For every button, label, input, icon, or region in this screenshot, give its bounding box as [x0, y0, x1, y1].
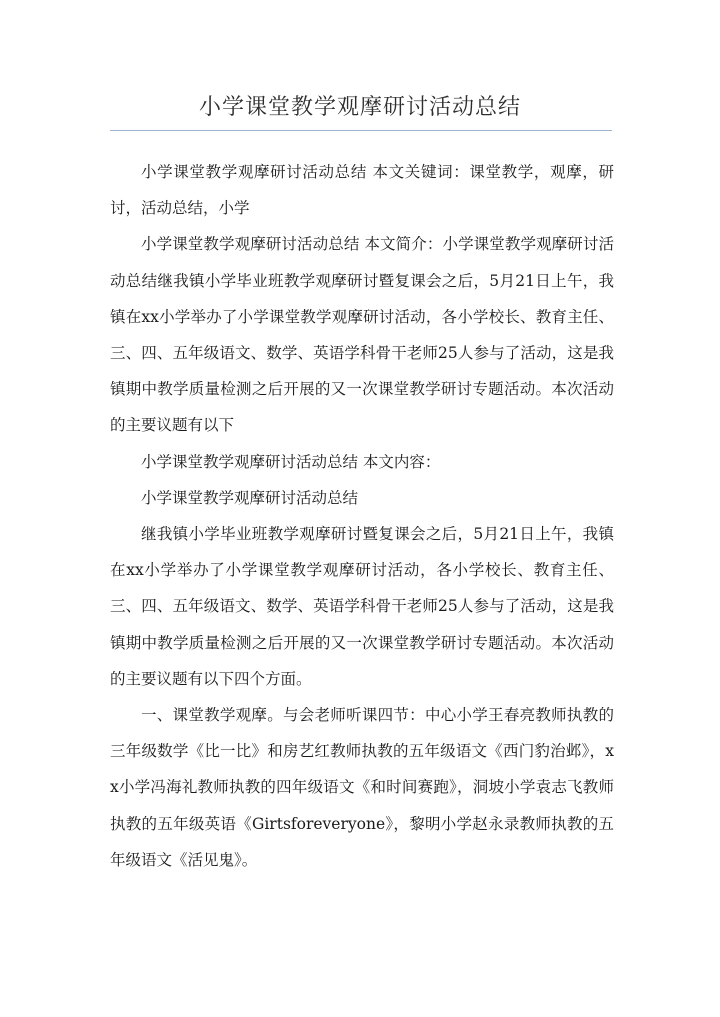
title-divider: [110, 130, 612, 131]
keywords-paragraph: 小学课堂教学观摩研讨活动总结 本文关键词：课堂教学，观摩，研讨，活动总结，小学: [110, 163, 614, 218]
summary-paragraph: 小学课堂教学观摩研讨活动总结 本文简介：小学课堂教学观摩研讨活动总结继我镇小学毕业班教学观摩研讨暨复课会之后，5月21日上午，我镇在xx小学举办了小学课堂教学观摩研讨活动，各小学校长、教育主任、三、四、五年级语文、数学、英语学科骨干老师25人参与了活动，这是我镇期中教学质量检测之后开展的又一次课堂教学研讨专题活动。本次活动的主要议题有以下: [110, 235, 614, 435]
intro-paragraph: 继我镇小学毕业班教学观摩研讨暨复课会之后，5月21日上午，我镇在xx小学举办了小学课堂教学观摩研讨活动，各小学校长、教育主任、三、四、五年级语文、数学、英语学科骨干老师25人参与了活动，这是我镇期中教学质量检测之后开展的又一次课堂教学研讨专题活动。本次活动的主要议题有以下四个方面。: [110, 525, 614, 688]
document-body: [110, 154, 614, 878]
section-heading-paragraph: 小学课堂教学观摩研讨活动总结: [141, 488, 359, 507]
content-label-paragraph: 小学课堂教学观摩研讨活动总结 本文内容：: [141, 452, 441, 471]
document-title: 小学课堂教学观摩研讨活动总结: [198, 95, 521, 120]
observation-paragraph: 一、课堂教学观摩。与会老师听课四节：中心小学王春亮教师执教的三年级数学《比一比》和房艺红教师执教的五年级语文《西门豹治邺》，xx小学冯海礼教师执教的四年级语文《和时间赛跑》，洞坡小学袁志飞教师执教的五年级英语《Girtsforeveryone》，黎明小学赵永录教师执教的五年级语文《活见鬼》。: [110, 706, 614, 869]
